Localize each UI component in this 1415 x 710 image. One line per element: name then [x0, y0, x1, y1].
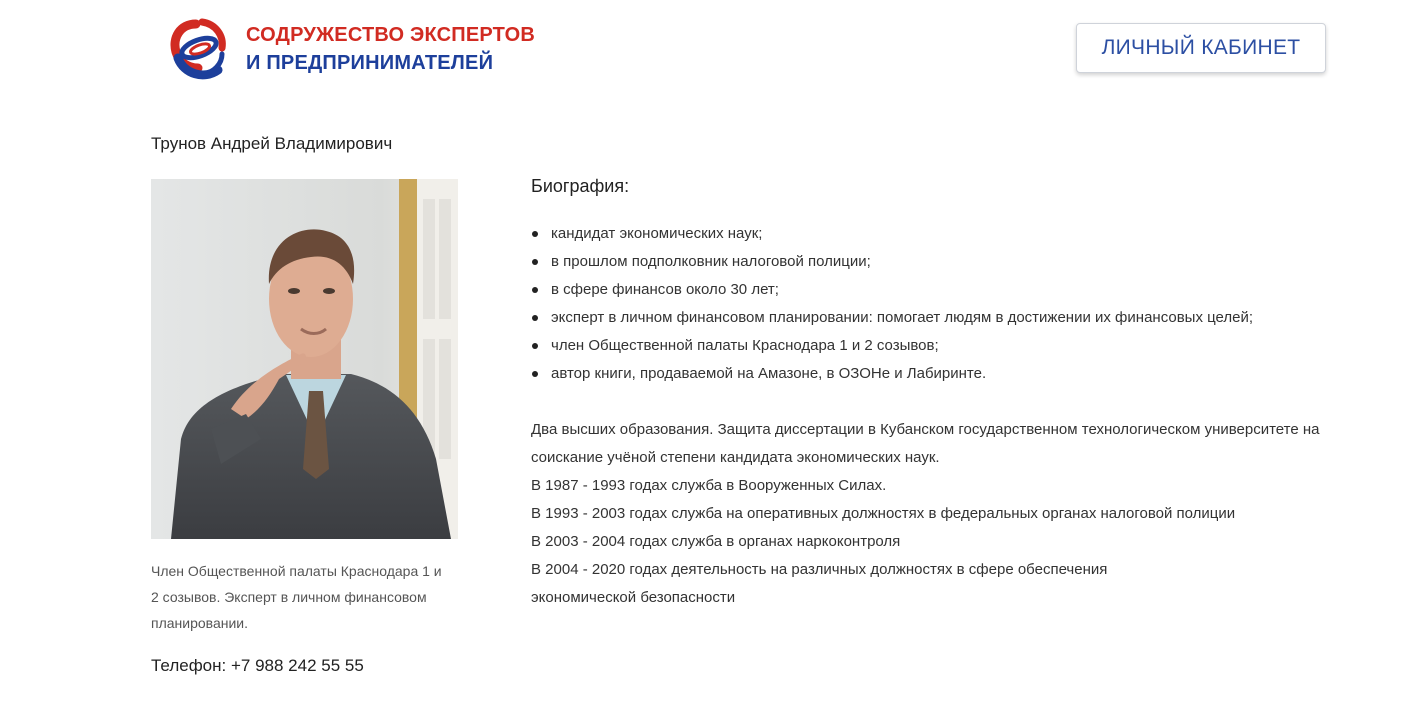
biography-title: Биография:: [531, 176, 630, 196]
phone-number: Телефон: +7 988 242 55 55: [151, 656, 364, 675]
logo-line-1: СОДРУЖЕСТВО ЭКСПЕРТОВ: [246, 24, 535, 46]
logo-line-2: И ПРЕДПРИНИМАТЕЛЕЙ: [246, 52, 494, 74]
list-item: в прошлом подполковник налоговой полиции;: [531, 248, 1253, 276]
person-name: Трунов Андрей Владимирович: [151, 134, 393, 153]
list-item: кандидат экономических наук;: [531, 220, 1253, 248]
photo-caption: Член Общественной палаты Краснодара 1 и 2 созывов. Эксперт в личном финансовом планировании.: [151, 563, 442, 631]
logo-text: [246, 21, 535, 77]
biography-list: [531, 220, 1253, 388]
biography-paragraph: В 1993 - 2003 годах служба на оперативных должностях в федеральных органах налоговой полиции: [531, 505, 1236, 522]
site-logo[interactable]: [170, 18, 535, 80]
biography-text: [531, 416, 1361, 612]
list-item: автор книги, продаваемой на Амазоне, в ОЗОНе и Лабиринте.: [531, 360, 1253, 388]
list-item: член Общественной палаты Краснодара 1 и 2 созывов;: [531, 332, 1253, 360]
logo-emblem-icon: [170, 18, 228, 80]
list-item: в сфере финансов около 30 лет;: [531, 276, 1253, 304]
biography-paragraph: В 2004 - 2020 годах деятельность на различных должностях в сфере обеспечения экономической безопасности: [531, 561, 1108, 606]
biography-paragraph: В 1987 - 1993 годах служба в Вооруженных Силах.: [531, 477, 887, 494]
list-item: эксперт в личном финансовом планировании: помогает людям в достижении их финансовых целей;: [531, 304, 1253, 332]
personal-account-button[interactable]: ЛИЧНЫЙ КАБИНЕТ: [1076, 23, 1326, 73]
portrait-photo: [151, 179, 458, 539]
biography-paragraph: В 2003 - 2004 годах служба в органах наркоконтроля: [531, 533, 901, 550]
portrait-photo-icon: [151, 179, 458, 539]
biography-paragraph: Два высших образования. Защита диссертации в Кубанском государственном технологическом университете на соискание учёной степени кандидата экономических наук.: [531, 421, 1320, 466]
